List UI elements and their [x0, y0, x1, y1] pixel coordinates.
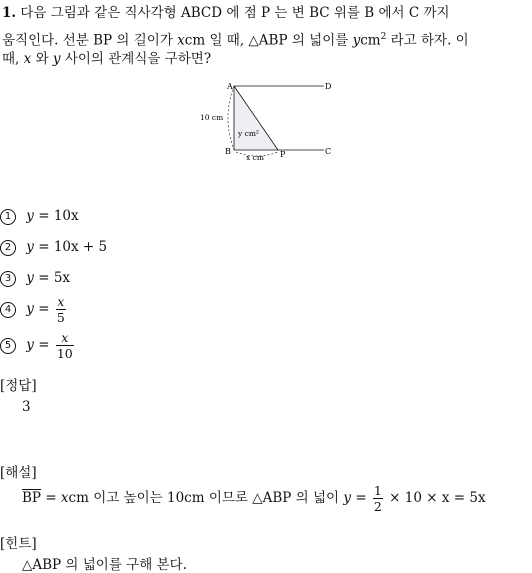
- denominator: 5: [56, 310, 65, 325]
- equals-sign: =: [355, 490, 367, 506]
- equals-sign: =: [45, 490, 57, 506]
- choice-lhs: y: [26, 270, 34, 286]
- question-text-2d: 라고 하자. 이: [390, 32, 469, 49]
- choice-3[interactable]: [0, 267, 70, 289]
- fraction: [56, 294, 66, 325]
- choice-rhs: 5x: [53, 270, 71, 286]
- equals-sign: =: [38, 239, 50, 255]
- denominator: 10: [56, 346, 73, 361]
- choice-rhs: 10x: [53, 208, 79, 224]
- equals-sign: =: [38, 208, 50, 224]
- choice-lhs: y: [26, 337, 34, 353]
- var-x: x: [60, 490, 69, 506]
- numerator: x: [61, 330, 69, 345]
- question-text-3a: 때,: [2, 51, 20, 67]
- var-x: x: [177, 32, 185, 49]
- choice-rhs: 10x + 5: [53, 239, 108, 255]
- equals-sign: =: [38, 337, 50, 353]
- label-side-10cm: 10 cm: [200, 113, 224, 122]
- question-text-2a: 움직인다. 선분 BP 의 길이가: [2, 32, 173, 49]
- label-b: B: [225, 147, 231, 156]
- choice-1[interactable]: [0, 205, 79, 227]
- question-number: 1.: [2, 5, 17, 21]
- choice-5[interactable]: [0, 328, 76, 362]
- choice-marker: 3: [0, 271, 16, 287]
- choice-marker: 4: [0, 302, 16, 318]
- segment-bp: $\overline{BP}$: [22, 490, 42, 506]
- choice-lhs: y: [26, 239, 34, 255]
- equals-sign: =: [38, 270, 50, 286]
- figure-svg: [196, 80, 336, 164]
- choice-4[interactable]: [0, 292, 68, 326]
- label-d: D: [325, 82, 332, 91]
- question-text-3b: 와: [35, 51, 49, 67]
- var-y: y: [52, 51, 61, 67]
- fraction: [56, 330, 74, 361]
- question-text-3c: 사이의 관계식을 구하면?: [64, 51, 212, 67]
- label-base: x cm: [246, 153, 264, 162]
- choice-lhs: y: [26, 301, 34, 317]
- question-text-1: 다음 그림과 같은 직사각형 ABCD 에 점 P 는 변 BC 위를 B 에서 C 까지: [20, 5, 450, 21]
- choice-marker: 1: [0, 209, 16, 225]
- choice-2[interactable]: [0, 236, 107, 258]
- fraction-half: [373, 483, 383, 514]
- equals-sign: =: [38, 301, 50, 317]
- explanation-heading: [해설]: [0, 465, 37, 481]
- denominator: 2: [373, 499, 382, 514]
- question-line-3: [2, 48, 211, 70]
- var-x: x: [23, 51, 32, 67]
- label-a: A: [227, 82, 233, 91]
- unit-cm: cm: [360, 32, 381, 49]
- explanation-tail: × 10 × x = 5x: [389, 490, 486, 506]
- hint-text: △ABP 의 넓이를 구해 본다.: [22, 557, 187, 573]
- label-area: y cm²: [238, 129, 259, 138]
- brace-ab: [228, 86, 234, 150]
- numerator: 1: [373, 483, 382, 498]
- numerator: x: [57, 294, 65, 309]
- question-text-2b: cm 일 때, △ABP 의 넓이를: [184, 32, 349, 49]
- answer-heading: [정답]: [0, 378, 37, 394]
- question-line-1: [2, 2, 450, 24]
- var-y: y: [343, 490, 352, 506]
- rectangle-figure: [196, 80, 336, 164]
- choice-marker: 2: [0, 240, 16, 256]
- label-p: P: [280, 150, 286, 159]
- answer-value: 3: [22, 399, 31, 415]
- label-c: C: [325, 147, 332, 156]
- hint-heading: [힌트]: [0, 536, 37, 552]
- explanation-text: cm 이고 높이는 10cm 이므로 △ABP 의 넓이: [68, 490, 340, 506]
- var-y: y: [352, 32, 361, 49]
- unit-exponent: 2: [380, 32, 387, 42]
- choice-lhs: y: [26, 208, 34, 224]
- explanation-body: [22, 479, 486, 517]
- choice-marker: 5: [0, 338, 16, 354]
